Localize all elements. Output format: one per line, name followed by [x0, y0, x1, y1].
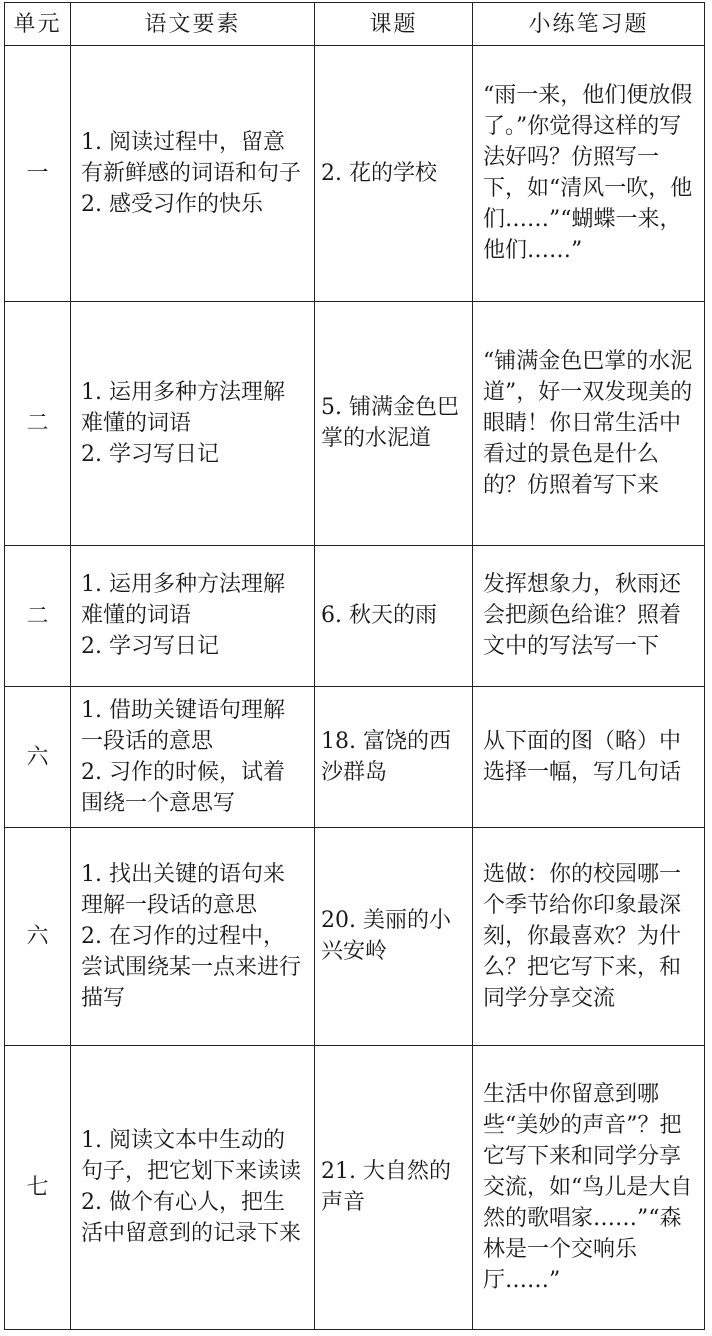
table-row	[5, 46, 705, 302]
lesson-table	[4, 2, 705, 1330]
exercise-cell: “铺满金色巴掌的水泥道”，好一双发现美的眼睛！你日常生活中看过的景色是什么的？仿照着写下来	[473, 302, 705, 546]
elements-cell: 1. 找出关键的语句来理解一段话的意思 2. 在习作的过程中，尝试围绕某一点来进行描写	[71, 828, 315, 1046]
exercise-cell: 发挥想象力，秋雨还会把颜色给谁？照着文中的写法写一下	[473, 546, 705, 687]
unit-cell: 七	[5, 1046, 71, 1330]
header-unit: 单元	[5, 3, 71, 46]
header-elements: 语文要素	[71, 3, 315, 46]
elements-cell: 1. 运用多种方法理解难懂的词语 2. 学习写日记	[71, 302, 315, 546]
elements-cell: 1. 借助关键语句理解一段话的意思 2. 习作的时候，试着围绕一个意思写	[71, 687, 315, 828]
lesson-cell: 2. 花的学校	[315, 46, 473, 302]
header-row	[5, 3, 705, 46]
table-row	[5, 1046, 705, 1330]
header-lesson: 课题	[315, 3, 473, 46]
table-row	[5, 687, 705, 828]
elements-cell: 1. 阅读文本中生动的句子，把它划下来读读 2. 做个有心人，把生活中留意到的记录下来	[71, 1046, 315, 1330]
unit-cell: 二	[5, 302, 71, 546]
unit-cell: 六	[5, 828, 71, 1046]
lesson-cell: 21. 大自然的声音	[315, 1046, 473, 1330]
unit-cell: 一	[5, 46, 71, 302]
header-exercise: 小练笔习题	[473, 3, 705, 46]
table-row	[5, 546, 705, 687]
exercise-cell: 从下面的图（略）中选择一幅，写几句话	[473, 687, 705, 828]
lesson-cell: 20. 美丽的小兴安岭	[315, 828, 473, 1046]
unit-cell: 二	[5, 546, 71, 687]
exercise-cell: “雨一来，他们便放假了。”你觉得这样的写法好吗？仿照写一下，如“清风一吹，他们……”“蝴蝶一来，他们……”	[473, 46, 705, 302]
elements-cell: 1. 阅读过程中，留意有新鲜感的词语和句子 2. 感受习作的快乐	[71, 46, 315, 302]
table-row	[5, 828, 705, 1046]
exercise-cell: 生活中你留意到哪些“美妙的声音”？把它写下来和同学分享交流，如“鸟儿是大自然的歌唱家……”“森林是一个交响乐厅……”	[473, 1046, 705, 1330]
table-row	[5, 302, 705, 546]
exercise-cell: 选做：你的校园哪一个季节给你印象最深刻，你最喜欢？为什么？把它写下来，和同学分享交流	[473, 828, 705, 1046]
lesson-cell: 18. 富饶的西沙群岛	[315, 687, 473, 828]
elements-cell: 1. 运用多种方法理解难懂的词语 2. 学习写日记	[71, 546, 315, 687]
lesson-cell: 6. 秋天的雨	[315, 546, 473, 687]
lesson-cell: 5. 铺满金色巴掌的水泥道	[315, 302, 473, 546]
unit-cell: 六	[5, 687, 71, 828]
